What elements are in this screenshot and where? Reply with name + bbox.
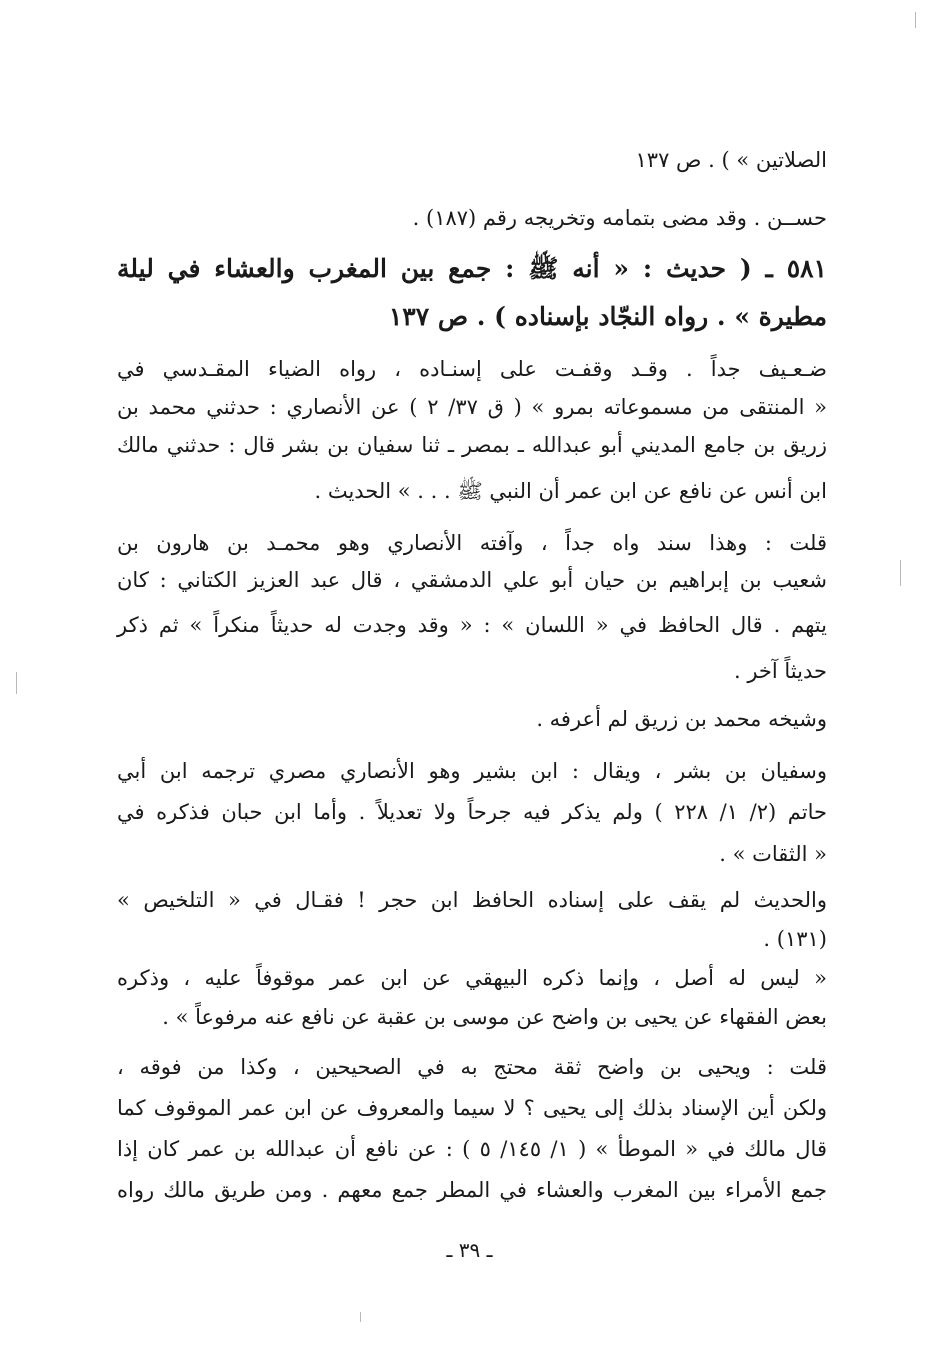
text-line: حاتم (٢/ ١/ ٢٢٨ ) ولم يذكر فيه جرحاً ولا تعديلاً . وأما ابن حبان فذكره في bbox=[117, 800, 827, 824]
quote-line: بعض الفقهاء عن يحيى بن واضح عن موسى بن عقبة عن نافع عنه مرفوعاً » . bbox=[162, 1005, 827, 1029]
text-line: زريق بن جامع المديني أبو عبدالله ـ بمصر ـ ثنا سفيان بن بشر قال : حدثني مالك bbox=[117, 433, 827, 457]
text-line: (١٣١) . bbox=[763, 927, 827, 951]
text-line: يتهم . قال الحافظ في « اللسان » : « وقد وجدت له حديثاً منكراً » ثم ذكر bbox=[117, 613, 827, 637]
text-line: ضـعـيف جداً . وقـد وقفـت على إسنـاده ، رواه الضياء المقـدسي في bbox=[117, 357, 827, 381]
text-line: قال مالك في « الموطأ » ( ١/ ١٤٥/ ٥ ) : عن نافع أن عبدالله بن عمر كان إذا bbox=[117, 1137, 827, 1161]
quote-line: « ليس له أصل ، وإنما ذكره البيهقي عن ابن عمر موقوفاً عليه ، وذكره bbox=[117, 966, 827, 990]
page-number: ـ ٣٩ ـ bbox=[446, 1238, 493, 1262]
text-line: جمع الأمراء بين المغرب والعشاء في المطر جمع معهم . ومن طريق مالك رواه bbox=[117, 1178, 827, 1202]
text-line: حســن . وقد مضى بتمامه وتخريجه رقم (١٨٧) . bbox=[412, 206, 827, 230]
hadith-heading-line: ٥٨١ ـ ( حديث : « أنه ﷺ : جمع بين المغرب والعشاء في ليلة bbox=[117, 254, 827, 283]
text-line: قلت : ويحيى بن واضح ثقة محتج به في الصحيحين ، وكذا من فوقه ، bbox=[117, 1055, 827, 1079]
text-line: « المنتقى من مسموعاته بمرو » ( ق ٣٧/ ٢ ) عن الأنصاري : حدثني محمد بن bbox=[117, 395, 827, 419]
hadith-heading-line: مطيرة » . رواه النجّاد بإسناده ) . ص ١٣٧ bbox=[388, 302, 827, 331]
text-line: ولكن أين الإسناد بذلك إلى يحيى ؟ لا سيما والمعروف عن ابن عمر الموقوف كما bbox=[117, 1096, 827, 1120]
text-line: وشيخه محمد بن زريق لم أعرفه . bbox=[536, 707, 827, 731]
scan-artifact bbox=[16, 672, 17, 694]
text-line: قلت : وهذا سند واه جداً ، وآفته الأنصاري وهو محمـد بن هارون بن bbox=[117, 531, 827, 555]
text-line: وسفيان بن بشر ، ويقال : ابن بشير وهو الأنصاري مصري ترجمه ابن أبي bbox=[117, 759, 827, 783]
scan-artifact bbox=[900, 560, 901, 586]
text-line: حديثاً آخر . bbox=[733, 659, 827, 683]
scan-artifact bbox=[915, 12, 916, 28]
text-line: الصلاتين » ) . ص ١٣٧ bbox=[635, 148, 827, 172]
text-line: ابن أنس عن نافع عن ابن عمر أن النبي ﷺ . . . » الحديث . bbox=[314, 479, 827, 503]
text-line: شعيب بن إبراهيم بن حيان أبو علي الدمشقي ، قال عبد العزيز الكتاني : كان bbox=[117, 568, 827, 592]
scan-artifact bbox=[360, 1312, 361, 1322]
text-line: « الثقات » . bbox=[719, 842, 827, 866]
text-line: والحديث لم يقف على إسناده الحافظ ابن حجر ! فقـال في « التلخيص » bbox=[117, 888, 827, 912]
